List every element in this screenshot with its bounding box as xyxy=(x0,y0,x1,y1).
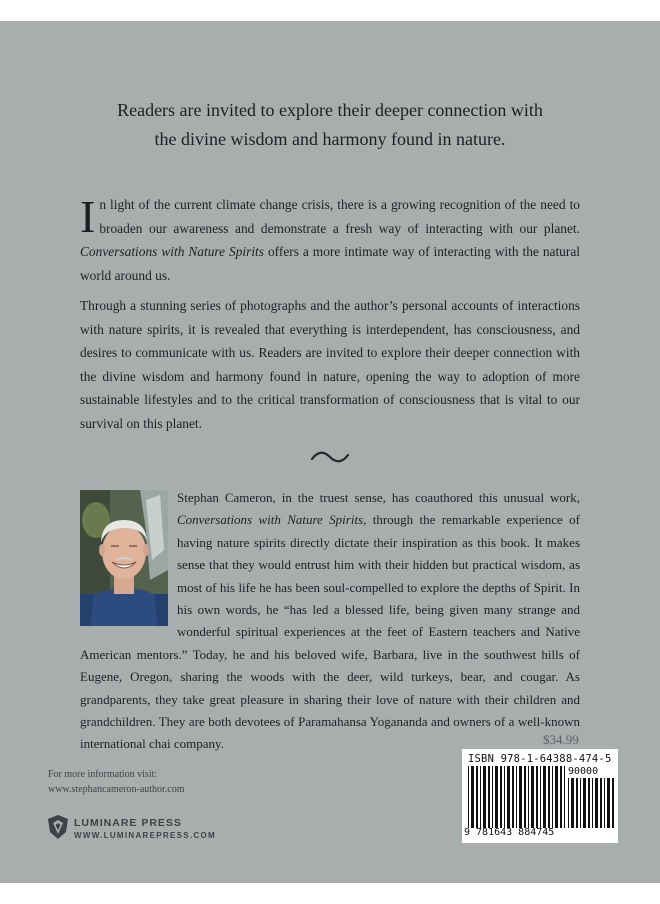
tagline-line-2: the divine wisdom and harmony found in nature. xyxy=(154,129,506,149)
barcode-bar xyxy=(560,766,562,828)
bio-text-b: , through the remarkable experience of having nature spirits directly dictate their inspiration as this book. It makes sense that they would entrust him with their hidden but practical wisdom, as most of his life he has been soul-compelled to explore the depths of Spirit. In his own words, he “has led a blessed life, being given many strange and wonderful spiritual experiences at the feet of Eastern teachers and Native American mentors.” Today, he and his beloved wife, Barbara, live in the southwest hills of Eugene, Oregon, sharing the woods with the deer, wild turkeys, bear, and cougar. As grandparents, they take great pleasure in sharing their love of nature with their children and grandchildren. They are both devotees of Paramahansa Yogananda and owners of a well-known international chai company. xyxy=(80,512,580,752)
barcode-bar xyxy=(588,778,590,828)
barcode-price-code: 90000 xyxy=(568,766,599,777)
barcode-bar xyxy=(524,766,526,828)
barcode-bar xyxy=(536,766,538,828)
barcode-addon-bars xyxy=(568,778,614,828)
publisher-shield-icon xyxy=(47,814,69,840)
barcode-bar xyxy=(583,778,586,828)
barcode-bar xyxy=(552,766,553,828)
isbn-barcode xyxy=(462,749,618,843)
description-paragraph-1 xyxy=(80,193,580,287)
barcode-bar xyxy=(571,778,574,828)
barcode-digits: 9 781643 884745 xyxy=(464,827,555,838)
barcode-bar xyxy=(540,766,541,828)
barcode-bar xyxy=(492,766,493,828)
swash-ornament-icon xyxy=(310,449,350,465)
barcode-bar xyxy=(531,766,534,828)
barcode-bar xyxy=(543,766,546,828)
author-website-link[interactable]: www.stephancameron-author.com xyxy=(48,784,185,795)
barcode-bar xyxy=(468,766,469,828)
publisher-name: LUMINARE PRESS xyxy=(74,817,182,829)
barcode-bar xyxy=(555,766,558,828)
barcode-bar xyxy=(488,766,490,828)
barcode-bar xyxy=(548,766,550,828)
barcode-main-bars xyxy=(468,766,568,828)
barcode-bar xyxy=(512,766,514,828)
barcode-bar xyxy=(519,766,522,828)
bio-book-title-italic: Conversations with Nature Spirits xyxy=(177,512,364,528)
more-info-label: For more information visit: xyxy=(48,769,158,780)
barcode-bar xyxy=(607,778,610,828)
publisher-logo xyxy=(47,814,216,850)
barcode-bar xyxy=(480,766,481,828)
paragraph-1-text-a: n light of the current climate change crisis, there is a growing recognition of the need to broaden our awareness and demonstrate a fresh way of interacting with our planet. xyxy=(99,197,580,236)
back-cover xyxy=(0,21,660,883)
barcode-bar xyxy=(504,766,505,828)
barcode-bar xyxy=(516,766,517,828)
more-info xyxy=(48,767,185,797)
barcode-bar xyxy=(500,766,502,828)
publisher-url: WWW.LUMINAREPRESS.COM xyxy=(74,831,216,840)
barcode-bar xyxy=(595,778,598,828)
barcode-bar xyxy=(528,766,529,828)
drop-cap: I xyxy=(80,191,96,242)
barcode-bar xyxy=(471,766,474,828)
barcode-bar xyxy=(483,766,486,828)
barcode-bar xyxy=(604,778,605,828)
barcode-bar xyxy=(564,766,565,828)
barcode-bar xyxy=(507,766,510,828)
barcode-bar xyxy=(600,778,602,828)
price: $34.99 xyxy=(543,732,579,747)
book-title-italic: Conversations with Nature Spirits xyxy=(80,244,264,260)
bio-text-a: Stephan Cameron, in the truest sense, has coauthored this unusual work, xyxy=(177,490,580,505)
description-paragraph-2: Through a stunning series of photographs and the author’s personal accounts of interactions with nature spirits, it is revealed that everything is interdependent, has consciousness, and desires to communicate with us. Readers are invited to explore their deeper connection with the divine wisdom and harmony found in nature, opening the way to adoption of more sustainable lifestyles and to the critical transformation of consciousness that is vital to our survival on this planet. xyxy=(80,298,580,431)
tagline xyxy=(40,96,620,154)
paragraph-1-text-b: offers a more intimate way of interacting with the natural world around us. xyxy=(80,244,580,283)
barcode-bar xyxy=(476,766,478,828)
barcode-bar xyxy=(576,778,578,828)
author-bio xyxy=(80,487,580,756)
barcode-bar xyxy=(580,778,581,828)
barcode-bar xyxy=(612,778,614,828)
barcode-bar xyxy=(592,778,593,828)
tagline-line-1: Readers are invited to explore their deeper connection with xyxy=(117,100,543,120)
barcode-bar xyxy=(568,778,569,828)
barcode-bar xyxy=(495,766,498,828)
isbn-text: ISBN 978-1-64388-474-5 xyxy=(468,753,612,765)
